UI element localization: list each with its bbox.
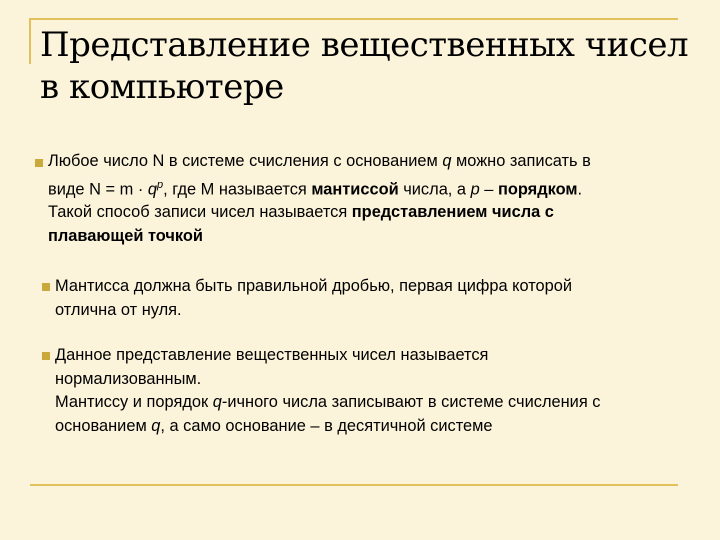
text-run: – [479,179,498,198]
text-run: , где М называется [163,179,312,198]
variable-q: q [212,393,222,411]
variable-p: p [470,179,480,198]
title-line-2: в компьютере [40,67,284,107]
top-divider [30,18,678,20]
text-line: Мантисса должна быть правильной дробью, первая цифра которой [55,277,573,295]
variable-q: q [442,152,452,170]
variable-q: q [147,179,157,198]
bullet-3 [42,352,50,360]
text-run: Такой способ записи чисел называется [48,203,352,222]
title-line-1: Представление вещественных чисел [40,25,689,65]
text-run: основанием [55,416,152,435]
paragraph-mantissa-rule [55,275,667,322]
text-run: . [577,179,583,198]
text-run: можно записать в [451,152,591,170]
text-run: числа, а [398,179,471,198]
text-run: Любое число N в системе счисления с основанием [48,152,443,170]
text-run: , а само основание – в десятичной системе [160,416,493,435]
text-line: отлична от нуля. [55,300,182,319]
paragraph-floating-point [48,150,668,248]
exponent-p: p [156,178,164,191]
text-run: Мантиссу и порядок [55,393,213,411]
title-left-accent [29,18,31,64]
term-exponent: порядком [497,179,578,198]
bullet-2 [42,283,50,291]
variable-q: q [151,416,161,435]
text-line: нормализованным. [55,369,202,388]
text-run: -ичного числа записывают в системе счисления с [221,393,601,411]
term-floating-point: представлением числа с [351,203,554,222]
bullet-1 [35,159,43,167]
term-floating-point-cont: плавающей точкой [48,226,203,245]
slide-title [40,24,688,108]
bottom-divider [30,484,678,486]
term-mantissa: мантиссой [311,179,399,198]
text-run: виде N = m · [48,179,148,198]
paragraph-normalized [55,344,695,438]
text-line: Данное представление вещественных чисел называется [55,346,489,364]
